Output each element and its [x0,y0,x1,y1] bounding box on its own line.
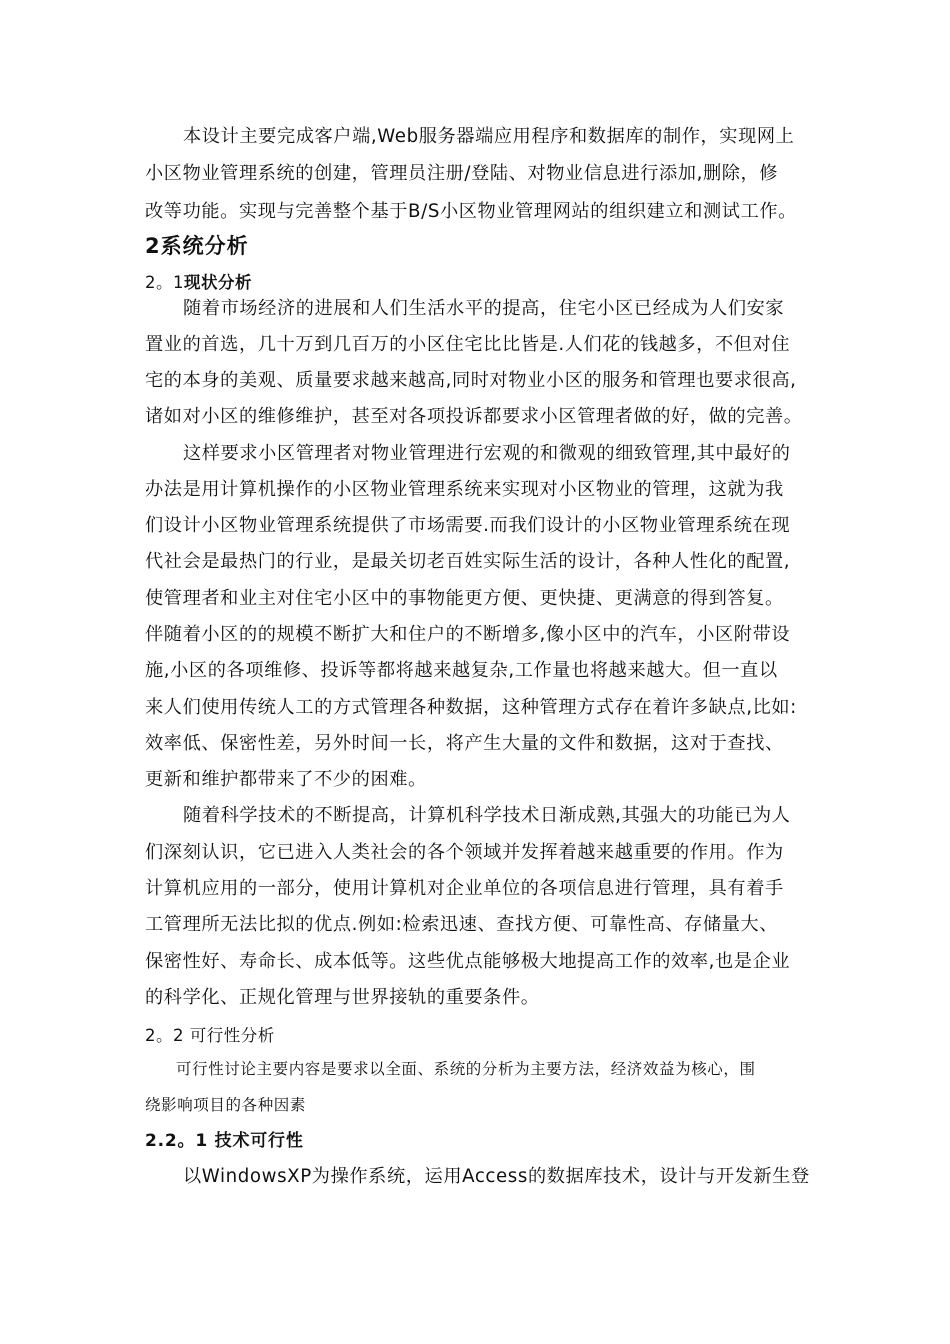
section-2-1-number: 2。1 [145,273,184,292]
para4-line-1: 可行性讨论主要内容是要求以全面、系统的分析为主要方法，经济效益为核心，围 [176,1060,756,1078]
para3-line-6: 的科学化、正规化管理与世界接轨的重要条件。 [145,987,540,1008]
para3-line-2: 们深刻认识，它已进入人类社会的各个领域并发挥着越来越重要的作用。作为 [145,842,784,863]
para2-line-4: 代社会是最热门的行业，是最关切老百姓实际生活的设计，各种人性化的配置, [145,551,791,572]
para2-line-1: 这样要求小区管理者对物业管理进行宏观的和微观的细致管理,其中最好的 [183,443,791,464]
para3-line-5: 保密性好、寿命长、成本低等。这些优点能够极大地提高工作的效率,也是企业 [145,951,791,972]
para1-line-2: 置业的首选，几十万到几百万的小区住宅比比皆是.人们花的钱越多，不但对住 [145,334,791,355]
para2-line-5: 使管理者和业主对住宅小区中的事物能更方便、更快捷、更满意的得到答复。 [145,588,784,609]
section-2-heading: 2系统分析 [145,234,249,258]
para4-line-2: 绕影响项目的各种因素 [145,1096,307,1114]
section-2-2-heading: 2。2 可行性分析 [145,1026,275,1045]
para2-line-7: 施,小区的各项维修、投诉等都将越来越复杂,工作量也将越来越大。但一直以 [145,660,778,681]
intro-line-1: 本设计主要完成客户端,Web服务器端应用程序和数据库的制作，实现网上 [183,126,795,147]
para2-line-2: 办法是用计算机操作的小区物业管理系统来实现对小区物业的管理，这就为我 [145,479,784,500]
para3-line-3: 计算机应用的一部分，使用计算机对企业单位的各项信息进行管理，具有着手 [145,878,784,899]
para1-line-4: 诸如对小区的维修维护，甚至对各项投诉都要求小区管理者做的好，做的完善。 [145,406,803,427]
section-2-2-1-heading: 2.2。1 技术可行性 [145,1131,304,1151]
para3-line-4: 工管理所无法比拟的优点.例如:检索迅速、查找方便、可靠性高、存储量大、 [145,914,779,935]
para2-line-8: 来人们使用传统人工的方式管理各种数据，这种管理方式存在着许多缺点,比如: [145,697,797,718]
para2-line-3: 们设计小区物业管理系统提供了市场需要.而我们设计的小区物业管理系统在现 [145,515,791,536]
para2-line-6: 伴随着小区的的规模不断扩大和住户的不断增多,像小区中的汽车，小区附带设 [145,624,791,645]
section-2-1-title: 现状分析 [184,273,252,292]
para2-line-9: 效率低、保密性差，另外时间一长，将产生大量的文件和数据，这对于查找、 [145,733,784,754]
intro-line-2: 小区物业管理系统的创建，管理员注册/登陆、对物业信息进行添加,删除，修 [145,163,779,184]
intro-line-3: 改等功能。实现与完善整个基于B/S小区物业管理网站的组织建立和测试工作。 [145,201,797,222]
para2-line-10: 更新和维护都带来了不少的困难。 [145,769,427,790]
para3-line-1: 随着科学技术的不断提高，计算机科学技术日渐成熟,其强大的功能已为人 [183,805,791,826]
para5-line-1: 以WindowsXP为操作系统，运用Access的数据库技术，设计与开发新生登 [183,1166,810,1187]
para1-line-1: 随着市场经济的进展和人们生活水平的提高，住宅小区已经成为人们安家 [183,298,785,319]
para1-line-3: 宅的本身的美观、质量要求越来越高,同时对物业小区的服务和管理也要求很高, [145,370,797,391]
section-2-1-heading [145,272,252,294]
